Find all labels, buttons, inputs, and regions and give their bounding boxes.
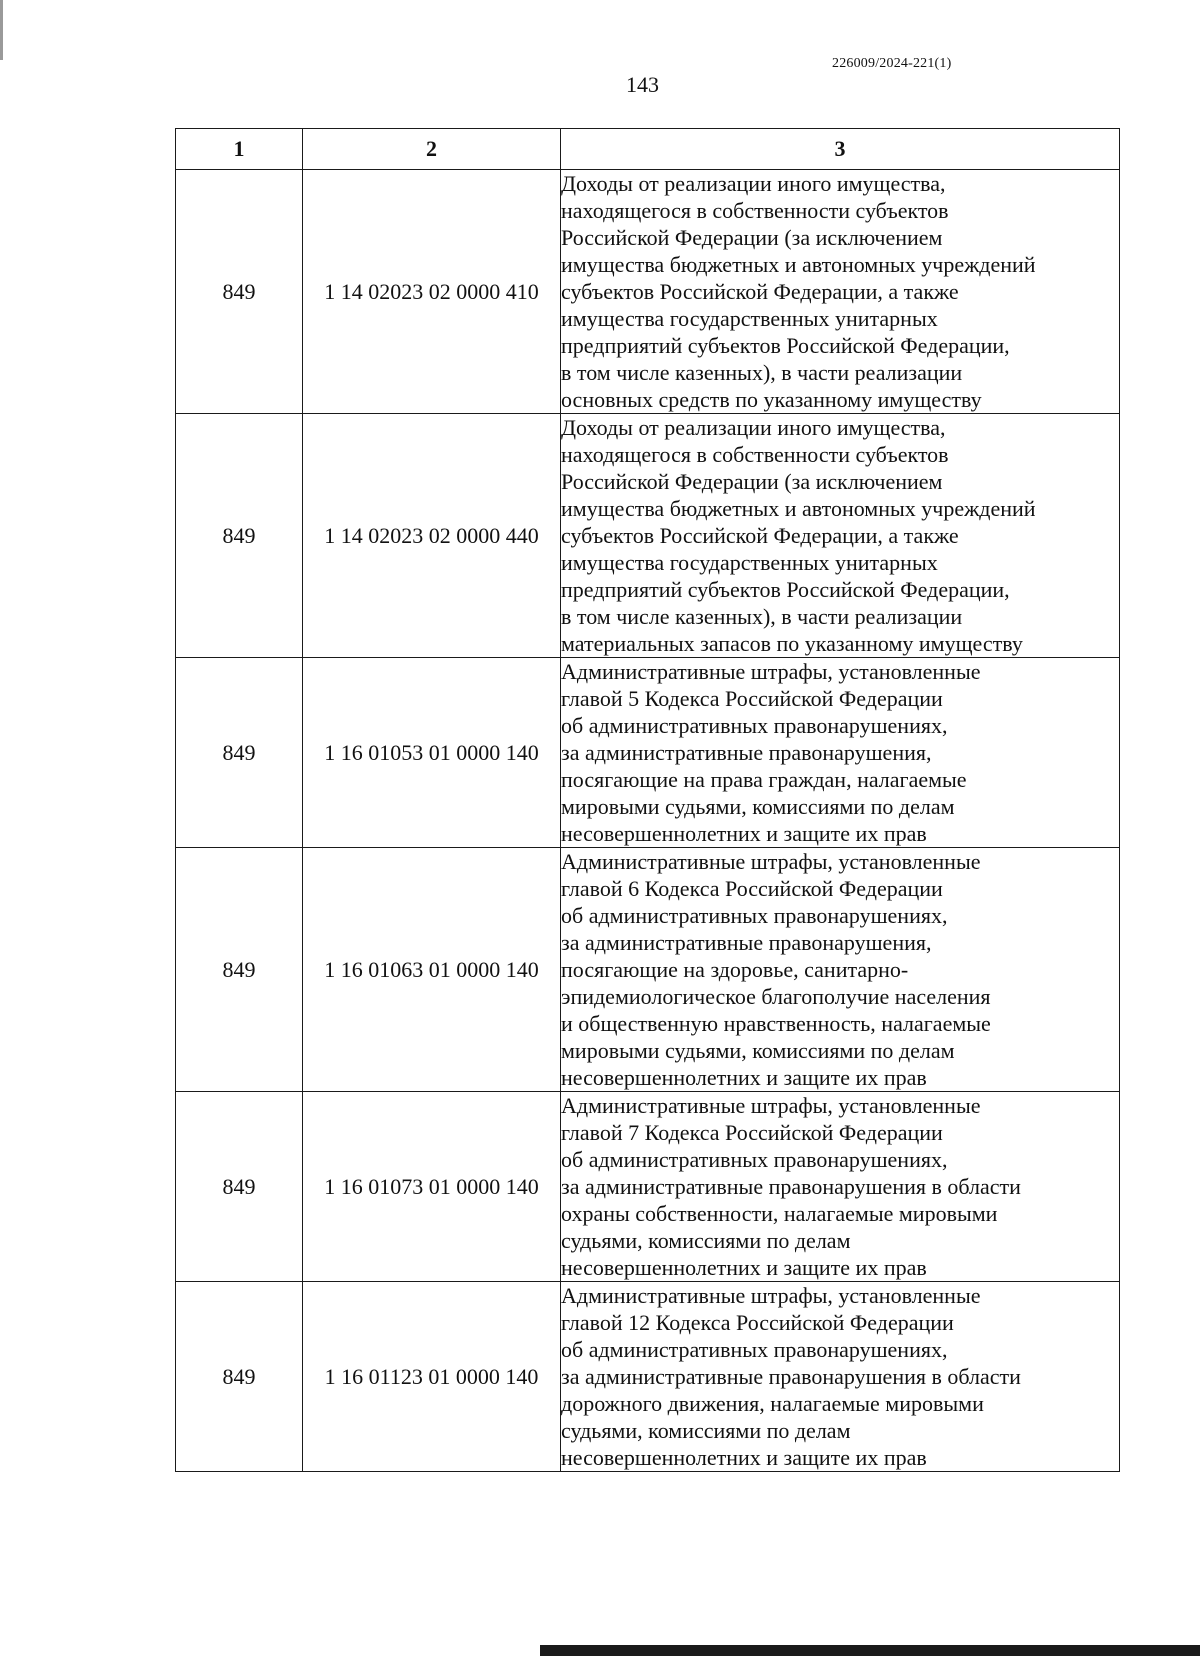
description-line: главой 5 Кодекса Российской Федерации: [561, 686, 943, 711]
description-line: мировыми судьями, комиссиями по делам: [561, 1038, 955, 1063]
admin-code-cell: 849: [176, 414, 303, 658]
description-line: за административные правонарушения,: [561, 740, 932, 765]
description-line: несовершеннолетних и защите их прав: [561, 821, 927, 846]
budget-classification-code-cell: 1 16 01063 01 0000 140: [303, 848, 561, 1092]
budget-classification-code-cell: 1 16 01123 01 0000 140: [303, 1282, 561, 1472]
description-line: Административные штрафы, установленные: [561, 1283, 981, 1308]
description-line: об административных правонарушениях,: [561, 903, 948, 928]
admin-code-cell: 849: [176, 1282, 303, 1472]
revenue-description-cell: [561, 658, 1120, 848]
revenue-classification-table: [175, 128, 1120, 1472]
description-line: мировыми судьями, комиссиями по делам: [561, 794, 955, 819]
description-line: за административные правонарушения,: [561, 930, 932, 955]
table-row: [176, 1282, 1120, 1472]
table-row: [176, 848, 1120, 1092]
description-line: за административные правонарушения в области: [561, 1174, 1021, 1199]
description-line: Доходы от реализации иного имущества,: [561, 415, 946, 440]
description-line: находящегося в собственности субъектов: [561, 442, 949, 467]
table-row: [176, 170, 1120, 414]
description-line: посягающие на здоровье, санитарно-: [561, 957, 909, 982]
table-row: [176, 1092, 1120, 1282]
description-line: в том числе казенных), в части реализации: [561, 604, 963, 629]
description-line: предприятий субъектов Российской Федерации,: [561, 577, 1010, 602]
description-line: за административные правонарушения в области: [561, 1364, 1021, 1389]
budget-classification-code-cell: 1 16 01053 01 0000 140: [303, 658, 561, 848]
description-line: имущества государственных унитарных: [561, 550, 938, 575]
description-line: имущества бюджетных и автономных учреждений: [561, 252, 1036, 277]
description-line: Административные штрафы, установленные: [561, 849, 981, 874]
description-line: в том числе казенных), в части реализации: [561, 360, 963, 385]
description-line: несовершеннолетних и защите их прав: [561, 1445, 927, 1470]
admin-code-cell: 849: [176, 658, 303, 848]
description-line: Административные штрафы, установленные: [561, 659, 981, 684]
table-body: [176, 170, 1120, 1472]
admin-code-cell: 849: [176, 170, 303, 414]
revenue-description-cell: [561, 1282, 1120, 1472]
admin-code-cell: 849: [176, 848, 303, 1092]
description-line: материальных запасов по указанному имуществу: [561, 631, 1023, 656]
description-line: субъектов Российской Федерации, а также: [561, 523, 959, 548]
description-line: Доходы от реализации иного имущества,: [561, 171, 946, 196]
admin-code-cell: 849: [176, 1092, 303, 1282]
document-registration-number: 226009/2024-221(1): [832, 56, 952, 71]
description-line: главой 6 Кодекса Российской Федерации: [561, 876, 943, 901]
column-header-1: 1: [176, 129, 303, 170]
description-line: Административные штрафы, установленные: [561, 1093, 981, 1118]
revenue-description-cell: [561, 170, 1120, 414]
description-line: об административных правонарушениях,: [561, 713, 948, 738]
description-line: главой 12 Кодекса Российской Федерации: [561, 1310, 954, 1335]
budget-classification-code-cell: 1 14 02023 02 0000 410: [303, 170, 561, 414]
description-line: несовершеннолетних и защите их прав: [561, 1255, 927, 1280]
column-header-2: 2: [303, 129, 561, 170]
description-line: об административных правонарушениях,: [561, 1147, 948, 1172]
description-line: и общественную нравственность, налагаемые: [561, 1011, 991, 1036]
scan-edge-mark: [0, 0, 3, 60]
description-line: судьями, комиссиями по делам: [561, 1228, 851, 1253]
description-line: об административных правонарушениях,: [561, 1337, 948, 1362]
description-line: Российской Федерации (за исключением: [561, 469, 943, 494]
description-line: эпидемиологическое благополучие населения: [561, 984, 991, 1009]
description-line: дорожного движения, налагаемые мировыми: [561, 1391, 984, 1416]
revenue-description-cell: [561, 414, 1120, 658]
description-line: посягающие на права граждан, налагаемые: [561, 767, 967, 792]
revenue-description-cell: [561, 1092, 1120, 1282]
column-header-3: 3: [561, 129, 1120, 170]
table-row: [176, 658, 1120, 848]
description-line: предприятий субъектов Российской Федерации,: [561, 333, 1010, 358]
description-line: имущества государственных унитарных: [561, 306, 938, 331]
description-line: охраны собственности, налагаемые мировыми: [561, 1201, 998, 1226]
description-line: судьями, комиссиями по делам: [561, 1418, 851, 1443]
description-line: несовершеннолетних и защите их прав: [561, 1065, 927, 1090]
description-line: имущества бюджетных и автономных учреждений: [561, 496, 1036, 521]
description-line: находящегося в собственности субъектов: [561, 198, 949, 223]
description-line: Российской Федерации (за исключением: [561, 225, 943, 250]
page-number: 143: [626, 72, 659, 97]
description-line: субъектов Российской Федерации, а также: [561, 279, 959, 304]
table-header-row: [176, 129, 1120, 170]
budget-classification-code-cell: 1 16 01073 01 0000 140: [303, 1092, 561, 1282]
scan-edge-bottom-bar: [540, 1645, 1200, 1656]
revenue-description-cell: [561, 848, 1120, 1092]
description-line: основных средств по указанному имуществу: [561, 387, 982, 412]
description-line: главой 7 Кодекса Российской Федерации: [561, 1120, 943, 1145]
budget-classification-code-cell: 1 14 02023 02 0000 440: [303, 414, 561, 658]
table-row: [176, 414, 1120, 658]
